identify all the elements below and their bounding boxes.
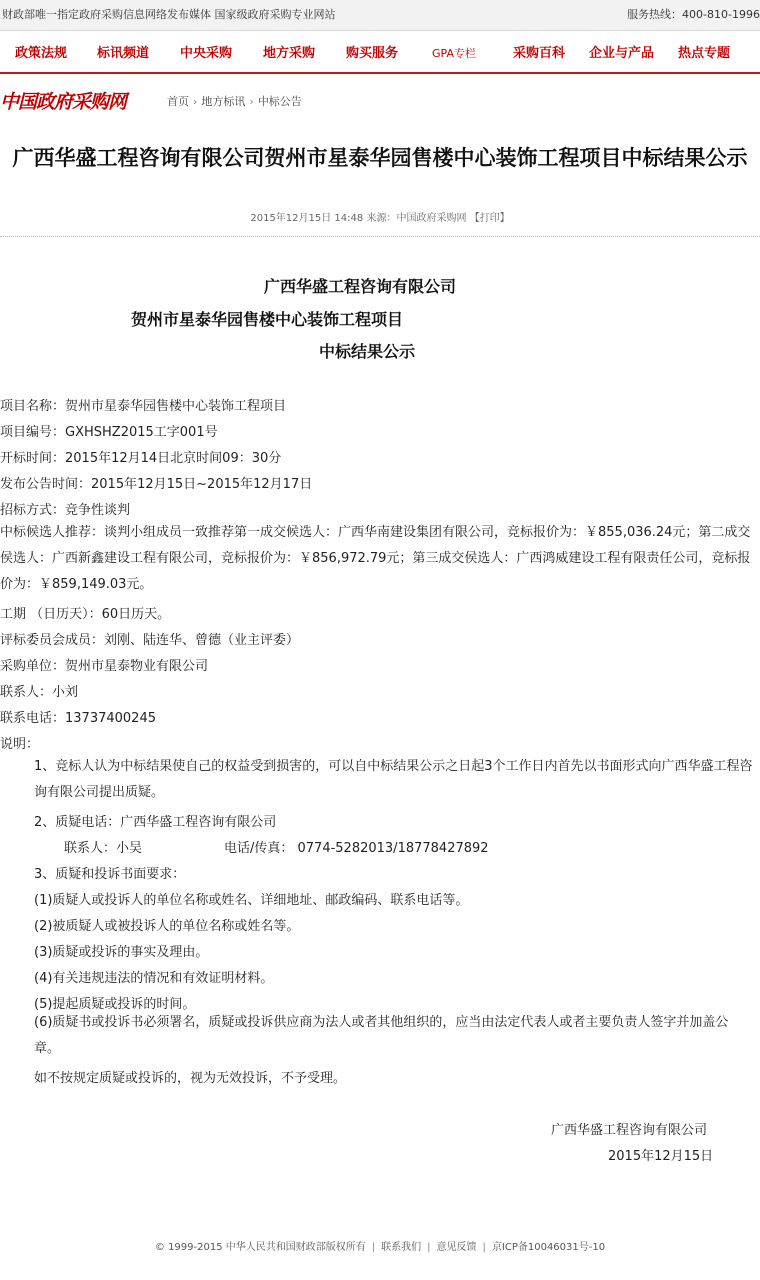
footer-separator: | — [427, 1242, 431, 1253]
requirement-6: (6)质疑书或投诉书必须署名，质疑或投诉供应商为法人或者其他组织的，应当由法定代表人或者主要负责人签字并加盖公章。 — [34, 1015, 729, 1056]
top-info-bar — [0, 0, 760, 31]
footer-icp-link[interactable]: 京ICP备10046031号-10 — [491, 1242, 606, 1253]
note-2-phone: 电话/传真： 0774-5282013/18778427892 — [224, 841, 489, 856]
purchasing-unit: 采购单位：贺州市星泰物业有限公司 — [0, 659, 209, 674]
note-1: 1、竞标人认为中标结果使自己的权益受到损害的，可以自中标结果公示之日起3个工作日内首先以书面形式向广西华盛工程咨询有限公司提出质疑。 — [34, 759, 753, 800]
breadcrumb-local-bidding[interactable]: 地方标讯 — [201, 95, 246, 108]
requirement-2: (2)被质疑人或被投诉人的单位名称或姓名等。 — [34, 919, 300, 934]
nav-item-local-procurement[interactable]: 地方采购 — [263, 46, 316, 61]
notice-heading-project: 贺州市星泰华园售楼中心装饰工程项目 — [131, 310, 404, 329]
evaluation-committee: 评标委员会成员：刘刚、陆连华、曾德（业主评委） — [0, 633, 300, 648]
closing-statement: 如不按规定质疑或投诉的，视为无效投诉，不予受理。 — [34, 1071, 347, 1086]
nav-item-bidding-channel[interactable]: 标讯频道 — [97, 46, 150, 61]
requirement-1: (1)质疑人或投诉人的单位名称或姓名、详细地址、邮政编码、联系电话等。 — [34, 893, 469, 908]
candidate-recommendation: 中标候选人推荐：谈判小组成员一致推荐第一成交候选人：广西华南建设集团有限公司，竞标报价为：￥855,036.24元；第二成交侯选人：广西新鑫建设工程有限公司，竞标报价为：￥856,972.79元；第三成交侯选人：广西鸿威建设工程有限责任公司，竞标报价为：￥859,149.03元。 — [0, 525, 751, 592]
nav-item-gpa[interactable]: GPA专栏 — [432, 47, 476, 60]
site-logo[interactable]: 中国政府采购网 — [0, 91, 127, 113]
project-name: 项目名称：贺州市星泰华园售楼中心装饰工程项目 — [0, 399, 287, 414]
notice-heading-company: 广西华盛工程咨询有限公司 — [264, 277, 457, 296]
note-2: 2、质疑电话：广西华盛工程咨询有限公司 — [34, 815, 277, 830]
footer-copyright: © 1999-2015 中华人民共和国财政部版权所有 — [154, 1242, 366, 1253]
nav-item-policy[interactable]: 政策法规 — [15, 46, 68, 61]
nav-item-purchase-services[interactable]: 购买服务 — [346, 46, 399, 61]
page-title: 广西华盛工程咨询有限公司贺州市星泰华园售楼中心装饰工程项目中标结果公示 — [12, 146, 748, 170]
breadcrumb-home[interactable]: 首页 — [167, 95, 189, 108]
signature-organization: 广西华盛工程咨询有限公司 — [551, 1123, 708, 1138]
nav-item-central-procurement[interactable]: 中央采购 — [180, 46, 233, 61]
breadcrumb-separator-icon: › — [193, 95, 198, 108]
project-number: 项目编号：GXHSHZ2015工字001号 — [0, 425, 218, 440]
note-3: 3、质疑和投诉书面要求： — [34, 867, 186, 882]
print-link[interactable]: 【打印】 — [469, 213, 510, 224]
source-label: 来源： — [366, 213, 397, 224]
notes-label: 说明： — [0, 737, 40, 752]
footer-feedback-link[interactable]: 意见反馈 — [436, 1242, 477, 1253]
main-nav — [0, 36, 760, 74]
site-tagline: 财政部唯一指定政府采购信息网络发布媒体 国家级政府采购专业网站 — [2, 8, 336, 21]
page-footer — [0, 1238, 760, 1253]
bid-opening-time: 开标时间：2015年12月14日北京时间09：30分 — [0, 451, 282, 466]
nav-item-companies-products[interactable]: 企业与产品 — [589, 46, 655, 61]
nav-item-procurement-wiki[interactable]: 采购百科 — [513, 46, 566, 61]
requirement-3: (3)质疑或投诉的事实及理由。 — [34, 945, 209, 960]
service-hotline: 服务热线：400-810-1996 — [627, 8, 760, 21]
nav-item-hot-topics[interactable]: 热点专题 — [678, 46, 731, 61]
notice-heading-type: 中标结果公示 — [319, 342, 416, 361]
requirement-4: (4)有关违规违法的情况和有效证明材料。 — [34, 971, 274, 986]
breadcrumb — [167, 88, 302, 116]
brand-bar — [0, 88, 760, 116]
publish-period: 发布公告时间：2015年12月15日~2015年12月17日 — [0, 477, 313, 492]
signature-date: 2015年12月15日 — [608, 1149, 714, 1164]
breadcrumb-award-notice[interactable]: 中标公告 — [257, 95, 302, 108]
note-2-contact: 联系人：小吴 — [64, 841, 143, 856]
contact-phone: 联系电话：13737400245 — [0, 711, 156, 726]
bidding-method: 招标方式：竞争性谈判 — [0, 503, 131, 518]
publish-datetime: 2015年12月15日 14:48 — [250, 213, 364, 224]
article-meta — [0, 209, 760, 224]
contact-person: 联系人：小刘 — [0, 685, 79, 700]
source-name: 中国政府采购网 — [396, 213, 467, 224]
footer-contact-link[interactable]: 联系我们 — [381, 1242, 422, 1253]
breadcrumb-separator-icon: › — [249, 95, 254, 108]
title-divider — [0, 236, 760, 237]
footer-separator: | — [371, 1242, 376, 1253]
construction-period: 工期 （日历天）：60日历天。 — [0, 607, 171, 622]
footer-separator: | — [482, 1242, 486, 1253]
requirement-5: (5)提起质疑或投诉的时间。 — [34, 997, 196, 1012]
